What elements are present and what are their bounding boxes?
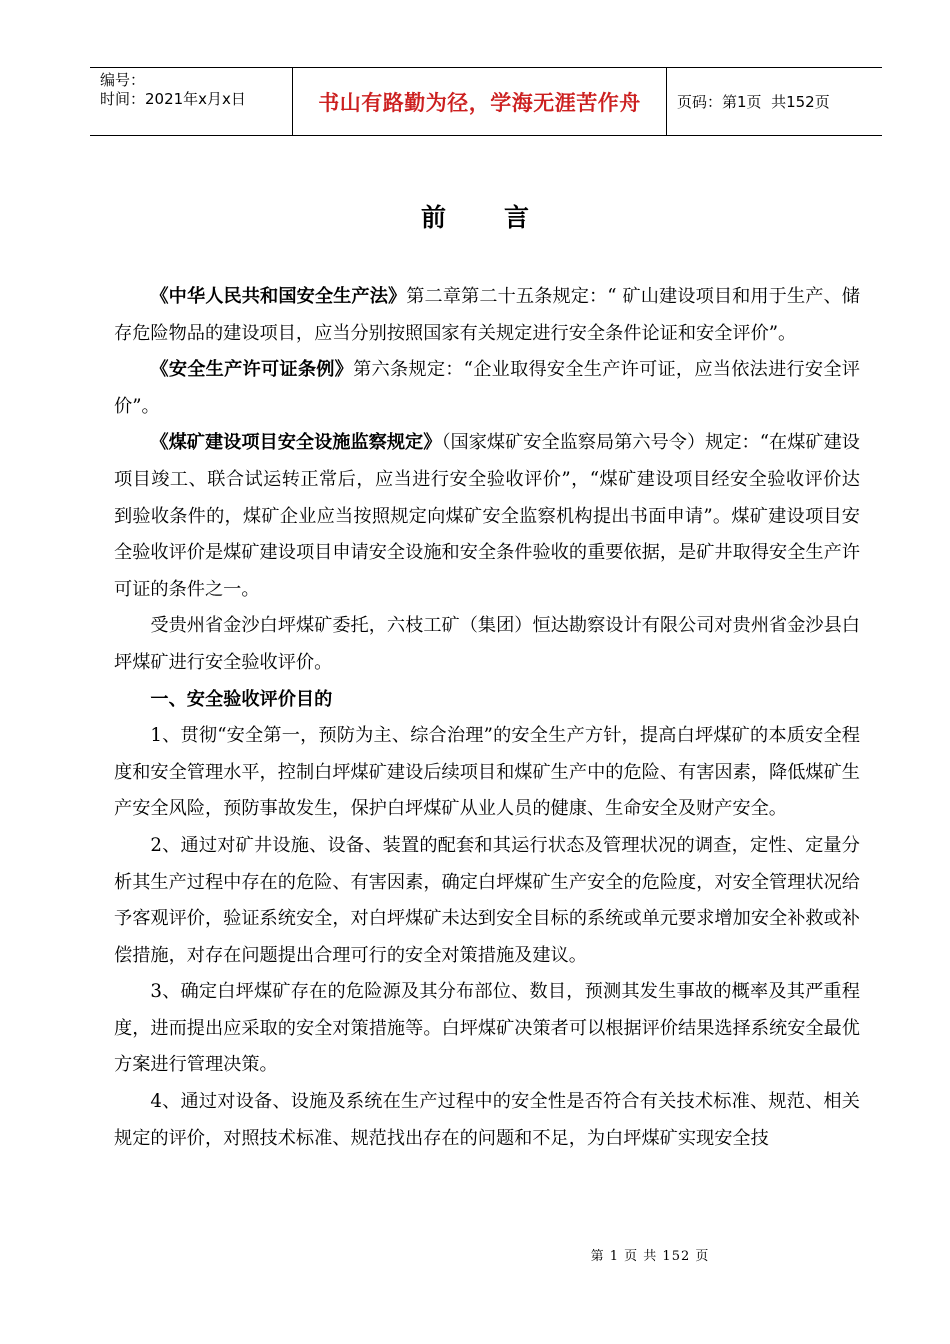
purpose-item-2: 2、通过对矿井设施、设备、装置的配套和其运行状态及管理状况的调查，定性、定量分析其生产过程中存在的危险、有害因素，确定白坪煤矿生产安全的危险度，对安全管理状况给予客观评价，验证系统安全，对白坪煤矿未达到安全目标的系统或单元要求增加安全补救或补偿措施，对存在问题提出合理可行的安全对策措施及建议。	[114, 834, 860, 966]
header-motto: 书山有路勤为径，学海无涯苦作舟	[293, 68, 667, 135]
header-page-cell	[667, 68, 882, 135]
serial-number-label: 编号：	[100, 71, 146, 89]
section-heading-purpose: 一、安全验收评价目的	[150, 688, 333, 710]
page-title: 前言	[420, 203, 587, 232]
paragraph-license-regulation	[114, 352, 860, 425]
paragraph-text: （国家煤矿安全监察局第六号令）规定：“在煤矿建设项目竣工、联合试运转正常后，应当进行安全验收评价”，“煤矿建设项目经安全验收评价达到验收条件的，煤矿企业应当按照规定向煤矿安全监察机构提出书面申请”。煤矿建设项目安全验收评价是煤矿建设项目申请安全设施和安全条件验收的重要依据，是矿井取得安全生产许可证的条件之一。	[114, 432, 860, 600]
page-header	[90, 67, 882, 136]
paragraph-coal-mine-regulation	[114, 425, 860, 608]
header-meta-cell	[90, 68, 293, 135]
paragraph-text: 第六条规定：“企业取得安全生产许可证，应当依法进行安全评价”。	[114, 359, 860, 417]
law-title-bold: 《中华人民共和国安全生产法》	[150, 286, 407, 307]
purpose-item-3: 3、确定白坪煤矿存在的危险源及其分布部位、数目，预测其发生事故的概率及其严重程度，进而提出应采取的安全对策措施等。白坪煤矿决策者可以根据评价结果选择系统安全最优方案进行管理决策。	[114, 981, 860, 1076]
purpose-item-1: 1、贯彻“安全第一，预防为主、综合治理”的安全生产方针，提高白坪煤矿的本质安全程度和安全管理水平，控制白坪煤矿建设后续项目和煤矿生产中的危险、有害因素，降低煤矿生产安全风险，预防事故发生，保护白坪煤矿从业人员的健康、生命安全及财产安全。	[114, 725, 860, 820]
purpose-item-4: 4、通过对设备、设施及系统在生产过程中的安全性是否符合有关技术标准、规范、相关规定的评价，对照技术标准、规范找出存在的问题和不足，为白坪煤矿实现安全技	[114, 1091, 860, 1149]
header-page-label: 页码：第1页 共152页	[677, 93, 830, 111]
regulation-title-bold: 《安全生产许可证条例》	[150, 359, 354, 381]
paragraph-commission: 受贵州省金沙白坪煤矿委托，六枝工矿（集团）恒达勘察设计有限公司对贵州省金沙县白坪煤矿进行安全验收评价。	[114, 615, 860, 673]
paragraph-text: 第二章第二十五条规定：“ 矿山建设项目和用于生产、储存危险物品的建设项目，应当分别按照国家有关规定进行安全条件论证和安全评价”。	[114, 286, 860, 344]
paragraph-safety-law	[114, 279, 860, 352]
regulation-title-bold: 《煤矿建设项目安全设施监察规定》	[150, 432, 442, 454]
time-label: 时间：2021年x月x日	[100, 90, 246, 108]
document-body	[114, 279, 860, 1157]
page-footer: 第 1 页 共 152 页	[590, 1249, 710, 1264]
